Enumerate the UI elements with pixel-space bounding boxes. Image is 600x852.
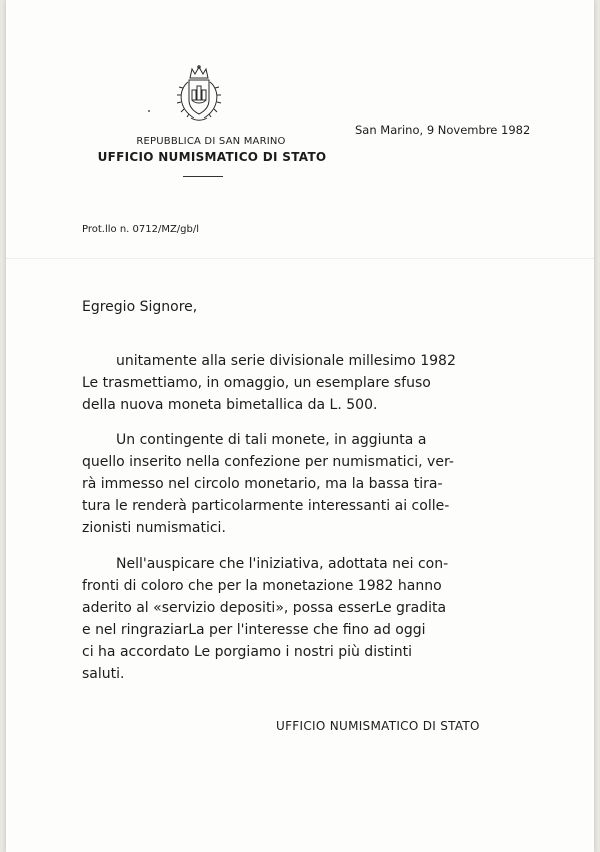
paragraph-line: e nel ringraziarLa per l'interesse che fino ad oggi: [82, 622, 426, 638]
letterhead-office: UFFICIO NUMISMATICO DI STATO: [97, 150, 327, 164]
paper-fold-line: [6, 258, 594, 259]
paragraph-line: Un contingente di tali monete, in aggiunta a: [116, 432, 427, 448]
paragraph-line: ci ha accordato Le porgiamo i nostri più distinti: [82, 644, 413, 660]
signature: UFFICIO NUMISMATICO DI STATO: [276, 719, 480, 733]
paragraph-2: [82, 429, 532, 539]
san-marino-coat-of-arms-icon: [174, 64, 224, 126]
salutation: Egregio Signore,: [82, 299, 198, 315]
paragraph-3: [82, 553, 532, 685]
letterhead-rule: [183, 176, 223, 177]
paragraph-line: quello inserito nella confezione per numismatici, ver-: [82, 454, 454, 470]
paragraph-line: della nuova moneta bimetallica da L. 500.: [82, 397, 378, 413]
paragraph-1: [82, 350, 532, 416]
paragraph-line: Nell'auspicare che l'iniziativa, adottata nei con-: [116, 556, 449, 572]
paragraph-line: Le trasmettiamo, in omaggio, un esemplare sfuso: [82, 375, 431, 391]
paragraph-line: zionisti numismatici.: [82, 520, 226, 536]
paragraph-line: fronti di coloro che per la monetazione 1982 hanno: [82, 578, 442, 594]
protocol-number: Prot.llo n. 0712/MZ/gb/l: [82, 224, 200, 235]
date-line: San Marino, 9 Novembre 1982: [355, 123, 531, 137]
paragraph-line: aderito al «servizio depositi», possa esserLe gradita: [82, 600, 447, 616]
ink-speck: [148, 110, 150, 112]
paragraph-line: saluti.: [82, 666, 125, 682]
paragraph-line: unitamente alla serie divisionale millesimo 1982: [116, 353, 456, 369]
paragraph-line: rà immesso nel circolo monetario, ma la bassa tira-: [82, 476, 443, 492]
letterhead-republic: REPUBBLICA DI SAN MARINO: [136, 136, 286, 147]
paragraph-line: tura le renderà particolarmente interessanti ai colle-: [82, 498, 450, 514]
